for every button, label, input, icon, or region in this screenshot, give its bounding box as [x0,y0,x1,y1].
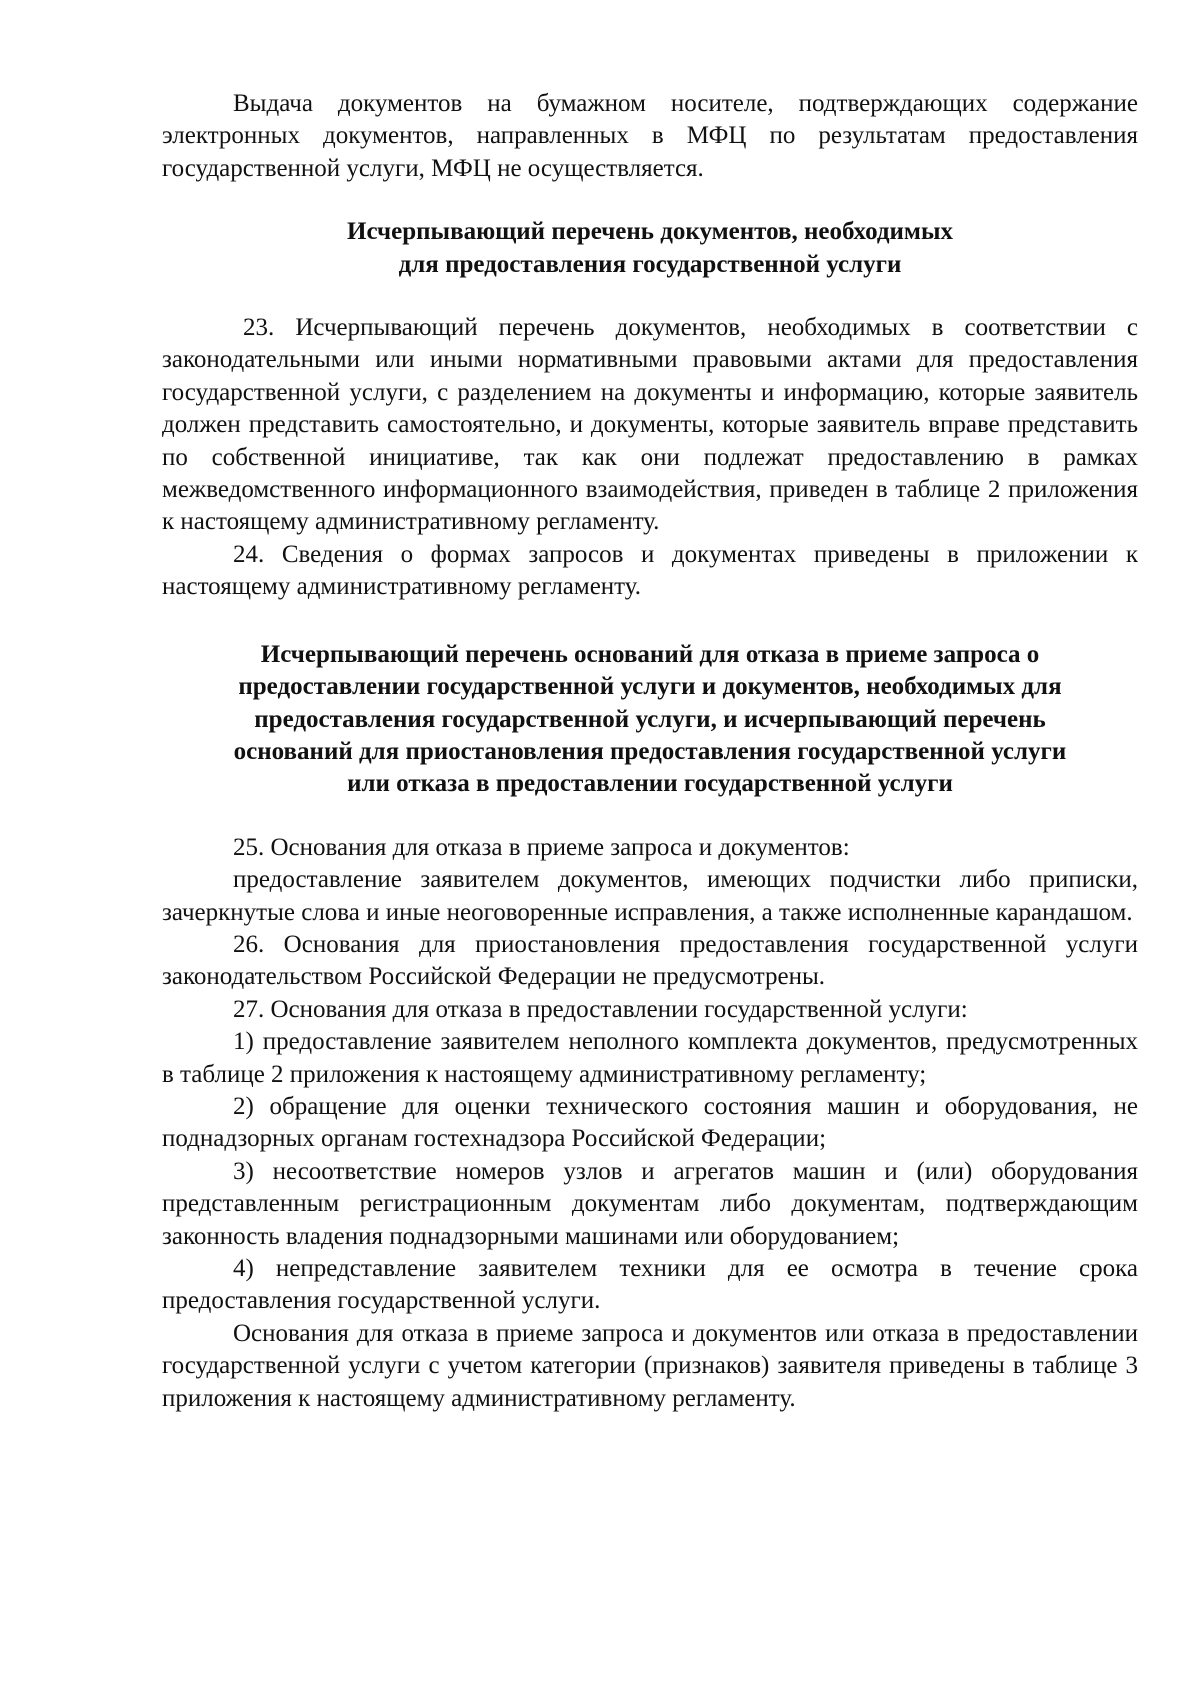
section-25-paragraph: 25. Основания для отказа в приеме запроса и документов: [233,833,850,861]
heading-line: или отказа в предоставлении государственной услуги [347,770,953,798]
section-26-paragraph: 26. Основания для приостановления предоставления государственной услуги законодательством Российской Федерации не предусмотрены. [162,930,1138,991]
section-27-paragraph: 27. Основания для отказа в предоставлении государственной услуги: [233,995,968,1023]
heading-line: Исчерпывающий перечень документов, необходимых [347,218,953,246]
section-27-item-2: 2) обращение для оценки технического состояния машин и оборудования, не поднадзорных органам гостехнадзора Российской Федерации; [162,1092,1138,1153]
section-24-paragraph: 24. Сведения о формах запросов и документах приведены в приложении к настоящему административному регламенту. [162,540,1138,601]
heading-line: оснований для приостановления предоставления государственной услуги [233,737,1067,765]
heading-refusal-grounds [162,639,1138,801]
intro-paragraph: Выдача документов на бумажном носителе, подтверждающих содержание электронных документов, направленных в МФЦ по результатам предоставления государственной услуги, МФЦ не осуществляется. [162,90,1138,182]
closing-paragraph: Основания для отказа в приеме запроса и документов или отказа в предоставлении государственной услуги с учетом категории (признаков) заявителя приведены в таблице 3 приложения к настоящему административному регламенту. [162,1319,1138,1412]
heading-required-documents [162,216,1138,281]
section-27-item-4: 4) непредставление заявителем техники для ее осмотра в течение срока предоставления государственной услуги. [162,1255,1138,1315]
heading-line: предоставлении государственной услуги и документов, необходимых для [238,673,1062,701]
section-23-paragraph: 23. Исчерпывающий перечень документов, необходимых в соответствии с законодательными или иными нормативными правовыми актами для предоставления государственной услуги, с разделением на документы и информацию, которые заявитель должен представить самостоятельно, и документы, которые заявитель вправе представить по собственной инициативе, так как они подлежат предоставлению в рамках межведомственного информационного взаимодействия, приведен в таблице 2 приложения к настоящему административному регламенту. [162,314,1138,536]
section-25-item: предоставление заявителем документов, имеющих подчистки либо приписки, зачеркнутые слова и иные неоговоренные исправления, а также исполненные карандашом. [162,866,1138,926]
section-27-item-1: 1) предоставление заявителем неполного комплекта документов, предусмотренных в таблице 2 приложения к настоящему административному регламенту; [162,1028,1138,1088]
heading-line: предоставления государственной услуги, и исчерпывающий перечень [254,705,1046,733]
heading-line: для предоставления государственной услуги [398,250,902,278]
heading-line: Исчерпывающий перечень оснований для отказа в приеме запроса о [260,640,1040,668]
document-body [162,88,1138,1415]
section-27-item-3: 3) несоответствие номеров узлов и агрегатов машин и (или) оборудования представленным регистрационным документам либо документам, подтверждающим законность владения поднадзорными машинами или оборудованием; [162,1157,1138,1250]
